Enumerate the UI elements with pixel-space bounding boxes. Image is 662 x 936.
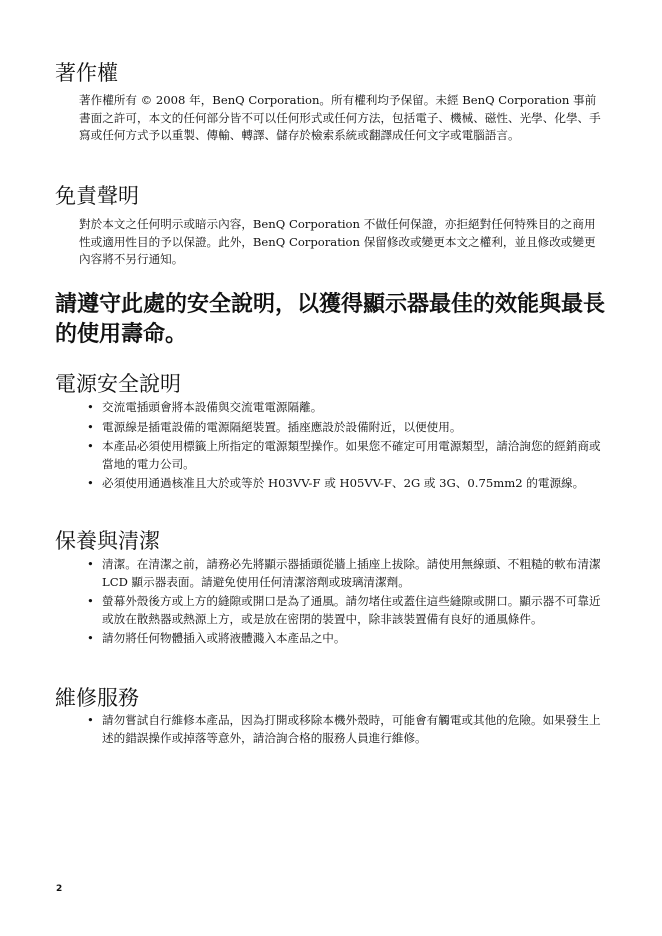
bullet-icon: • <box>87 594 94 608</box>
list-item <box>79 475 601 493</box>
service-list <box>79 712 601 749</box>
list-item-text: 必須使用通過核准且大於或等於 H03VV-F 或 H05VV-F、2G 或 3G、0.75mm2 的電源線。 <box>102 476 585 490</box>
care-cleaning-list <box>79 556 601 650</box>
list-item <box>79 630 601 648</box>
power-safety-heading: 電源安全說明 <box>55 372 181 396</box>
list-item <box>79 556 601 591</box>
list-item <box>79 399 601 417</box>
power-safety-list <box>79 399 601 495</box>
safety-title: 請遵守此處的安全說明，以獲得顯示器最佳的效能與最長的使用壽命。 <box>55 292 606 347</box>
list-item <box>79 419 601 437</box>
list-item-text: 請勿嘗試自行維修本產品，因為打開或移除本機外殼時，可能會有觸電或其他的危險。如果發生上述的錯誤操作或掉落等意外，請洽詢合格的服務人員進行維修。 <box>102 713 601 745</box>
bullet-icon: • <box>87 439 94 453</box>
list-item <box>79 593 601 628</box>
bullet-icon: • <box>87 631 94 645</box>
list-item <box>79 712 601 747</box>
bullet-icon: • <box>87 419 94 434</box>
list-item <box>79 438 601 473</box>
service-heading: 維修服務 <box>55 686 139 710</box>
list-item-text: 交流電插頭會將本設備與交流電電源隔離。 <box>102 400 323 414</box>
copyright-text: 著作權所有 © 2008 年，BenQ Corporation。所有權利均予保留。未經 BenQ Corporation 事前書面之許可，本文的任何部分皆不可以任何形式或任何方法，包括電子、機械、磁性、光學、化學、手寫或任何方式予以重製、傳輸、轉譯、儲存於檢索系統或翻譯成任何文字或電腦語言。 <box>79 93 601 142</box>
disclaimer-text: 對於本文之任何明示或暗示內容，BenQ Corporation 不做任何保證，亦拒絕對任何特殊目的之商用性或適用性目的予以保證。此外，BenQ Corporation 保留修改或變更本文之權利，並且修改或變更內容將不另行通知。 <box>79 217 596 266</box>
page-number: 2 <box>56 884 63 894</box>
bullet-icon: • <box>87 400 94 414</box>
list-item-text: 本產品必須使用標籤上所指定的電源類型操作。如果您不確定可用電源類型，請洽詢您的經銷商或當地的電力公司。 <box>102 439 601 471</box>
disclaimer-heading: 免責聲明 <box>55 184 139 208</box>
bullet-icon: • <box>87 557 94 571</box>
care-cleaning-heading: 保養與清潔 <box>55 529 160 553</box>
bullet-icon: • <box>87 476 94 490</box>
bullet-icon: • <box>87 713 94 727</box>
list-item-text: 螢幕外殼後方或上方的縫隙或開口是為了通風。請勿堵住或蓋住這些縫隙或開口。顯示器不可靠近或放在散熱器或熱源上方，或是放在密閉的裝置中，除非該裝置備有良好的通風條件。 <box>102 594 601 626</box>
list-item-text: 清潔。在清潔之前，請務必先將顯示器插頭從牆上插座上拔除。請使用無線頭、不粗糙的軟布清潔 LCD 顯示器表面。請避免使用任何清潔溶劑或玻璃清潔劑。 <box>102 557 601 589</box>
copyright-heading: 著作權 <box>55 61 118 85</box>
list-item-text: 請勿將任何物體插入或將液體濺入本產品之中。 <box>102 631 346 645</box>
list-item-text: 電源線是插電設備的電源隔絕裝置。插座應設於設備附近，以便使用。 <box>102 419 462 434</box>
